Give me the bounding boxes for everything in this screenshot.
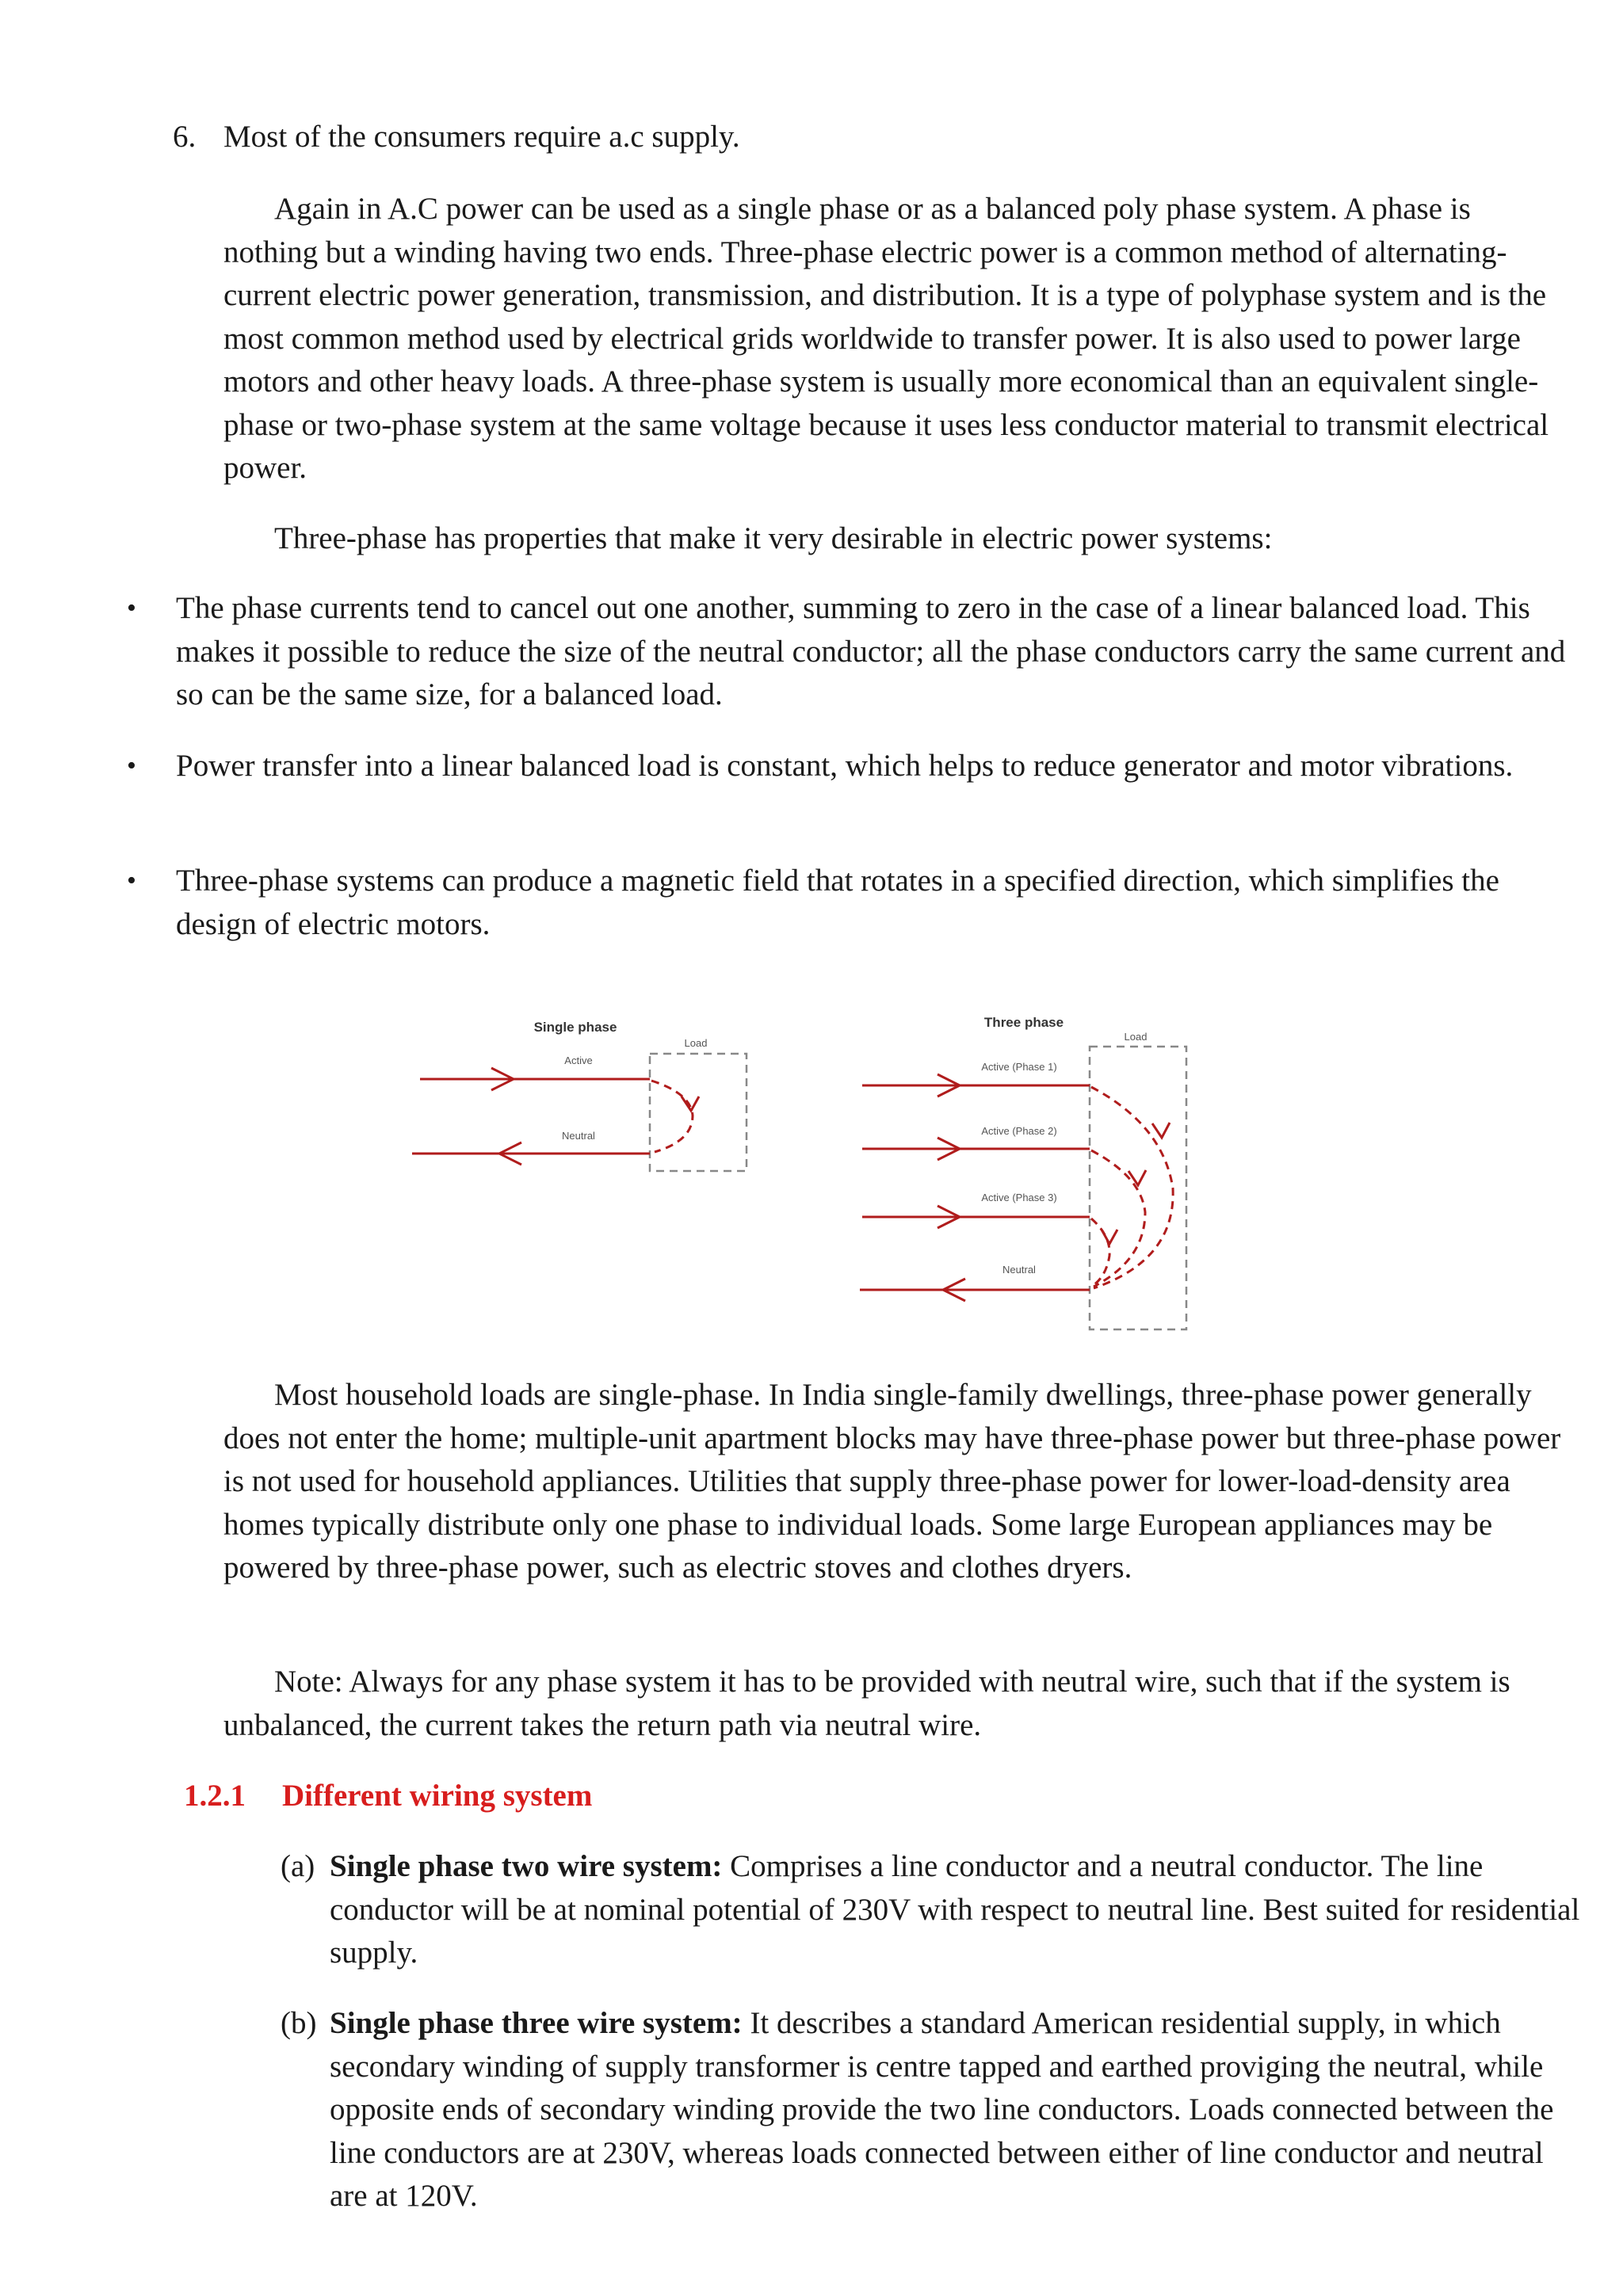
list-number: 6. xyxy=(173,120,197,154)
subitem-description: Comprises a line conductor and a neutral conductor. The line conductor will be at nominal potential of 230V with respect to neutral line. Best suited for residential supply. xyxy=(330,1849,1580,1970)
subitem-text xyxy=(330,1845,1582,1975)
three-phase-return-path-2 xyxy=(1091,1150,1145,1287)
paragraph-ac-power: Again in A.C power can be used as a single phase or as a balanced poly phase system. A phase is nothing but a winding having two ends. Three-phase electric power is a common method of alternating-current electric power generation, transmission, and distribution. It is a type of polyphase system and is the most common method used by electrical grids worldwide to transfer power. It is also used to power large motors and other heavy loads. A three-phase system is usually more economical than an equivalent single-phase or two-phase system at the same voltage because it uses less conductor material to transmit electrical power. xyxy=(223,192,1549,485)
three-phase-return-path-3 xyxy=(1091,1219,1109,1285)
three-phase-return-path-1 xyxy=(1091,1087,1173,1288)
three-phase-diagram xyxy=(860,1015,1186,1329)
section-title: Different wiring system xyxy=(282,1779,593,1813)
section-number: 1.2.1 xyxy=(184,1779,246,1813)
paragraph-three-phase-properties: Three-phase has properties that make it very desirable in electric power systems: xyxy=(274,521,1273,555)
paragraph-household-loads: Most household loads are single-phase. In India single-family dwellings, three-phase power generally does not enter the home; multiple-unit apartment blocks may have three-phase power but three-phase power is not used for household appliances. Utilities that supply three-phase power for lower-load-density area homes typically distribute only one phase to individual loads. Some large European appliances may be powered by three-phase power, such as electric stoves and clothes dryers. xyxy=(223,1378,1561,1585)
three-phase-phase3-label: Active (Phase 3) xyxy=(981,1192,1057,1203)
phase-diagram-figure xyxy=(0,990,1623,1355)
subitem-label: (b) xyxy=(281,2006,317,2040)
bullet-icon: • xyxy=(127,751,136,780)
three-phase-neutral-label: Neutral xyxy=(1002,1264,1036,1276)
bullet-text: Three-phase systems can produce a magnetic field that rotates in a specified direction, which simplifies the design of electric motors. xyxy=(176,864,1499,941)
three-phase-title: Three phase xyxy=(983,1015,1064,1030)
single-phase-load-box xyxy=(650,1054,747,1171)
single-phase-active-label: Active xyxy=(564,1055,593,1066)
three-phase-load-arrow-3-icon xyxy=(1102,1230,1117,1244)
bullet-text: The phase currents tend to cancel out one another, summing to zero in the case of a linear balanced load. This makes it possible to reduce the size of the neutral conductor; all the phase conductors carry the same current and so can be the same size, for a balanced load. xyxy=(176,591,1566,711)
subitem-bold-term: Single phase two wire system: xyxy=(330,1849,723,1883)
bullet-icon: • xyxy=(127,866,136,895)
bullet-text: Power transfer into a linear balanced load is constant, which helps to reduce generator and motor vibrations. xyxy=(176,749,1514,783)
three-phase-phase2-label: Active (Phase 2) xyxy=(981,1125,1057,1137)
single-phase-load-arrow-icon xyxy=(682,1097,699,1111)
three-phase-phase1-label: Active (Phase 1) xyxy=(981,1061,1057,1073)
three-phase-load-arrow-1-icon xyxy=(1152,1123,1170,1138)
single-phase-neutral-label: Neutral xyxy=(562,1130,595,1142)
single-phase-diagram xyxy=(412,1020,747,1171)
subitem-text xyxy=(330,2002,1582,2218)
single-phase-load-label: Load xyxy=(684,1037,708,1049)
single-phase-title: Single phase xyxy=(533,1020,617,1035)
bullet-icon: • xyxy=(127,593,136,623)
single-phase-return-path xyxy=(651,1081,693,1152)
three-phase-load-arrow-2-icon xyxy=(1128,1170,1146,1185)
three-phase-load-label: Load xyxy=(1124,1031,1148,1043)
subitem-description: It describes a standard American residential supply, in which secondary winding of supply transformer is centre tapped and earthed proviging the neutral, while opposite ends of secondary winding provide the two line conductors. Loads connected between the line conductors are at 230V, whereas loads connected between either of line conductor and neutral are at 120V. xyxy=(330,2006,1554,2213)
list-item-text: Most of the consumers require a.c supply. xyxy=(223,120,740,154)
subitem-bold-term: Single phase three wire system: xyxy=(330,2006,743,2040)
subitem-label: (a) xyxy=(281,1849,315,1883)
paragraph-note: Note: Always for any phase system it has to be provided with neutral wire, such that if the system is unbalanced, the current takes the return path via neutral wire. xyxy=(223,1665,1510,1742)
